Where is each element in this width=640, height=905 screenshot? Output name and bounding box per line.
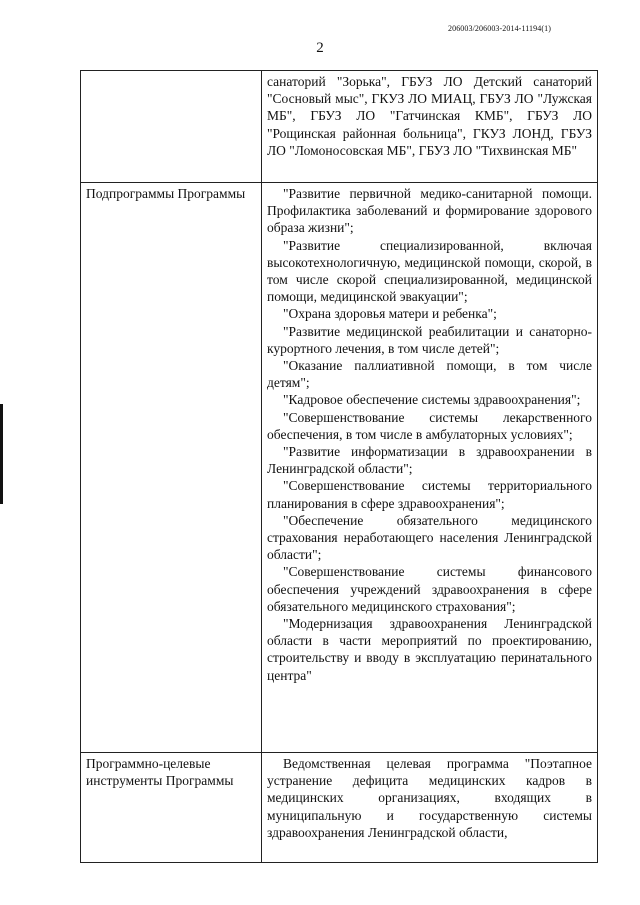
row-label-cell: Подпрограммы Программы <box>81 183 262 753</box>
paragraph: "Совершенствование системы финансового обеспечения учреждений здравоохранения в сфере обязательного медицинского страхования"; <box>267 564 592 614</box>
row-content-cell <box>262 71 598 183</box>
paragraph: "Охрана здоровья матери и ребенка"; <box>283 306 497 322</box>
paragraph: "Обеспечение обязательного медицинского страхования неработающего населения Ленинградской области"; <box>267 512 592 563</box>
table-row <box>81 71 598 183</box>
paragraph: "Оказание паллиативной помощи, в том числе детям"; <box>267 358 592 391</box>
row-content-cell <box>262 183 598 753</box>
row-label-cell: Программно-целевые инструменты Программы <box>81 753 262 863</box>
paragraph: "Развитие медицинской реабилитации и санаторно-курортного лечения, в том числе детей"; <box>267 323 592 356</box>
row-label-cell <box>81 71 262 183</box>
program-passport-table <box>80 70 598 863</box>
table-row <box>81 753 598 863</box>
paragraph: санаторий "Зорька", ГБУЗ ЛО Детский санаторий "Сосновый мыс", ГКУЗ ЛО МИАЦ, ГБУЗ ЛО "Лужская МБ", ГБУЗ ЛО "Гатчинская КМБ", ГБУЗ ЛО "Рощинская районная больница", ГКУЗ ЛОНД, ГБУЗ ЛО "Ломоносовская МБ", ГБУЗ ЛО "Тихвинская МБ" <box>267 74 592 158</box>
paragraph: "Совершенствование системы лекарственного обеспечения, в том числе в амбулаторных условиях"; <box>267 409 592 442</box>
page-number: 2 <box>316 40 324 56</box>
table-row <box>81 183 598 753</box>
row-content-cell <box>262 753 598 863</box>
paragraph: "Кадровое обеспечение системы здравоохранения"; <box>283 392 581 408</box>
paragraph: "Совершенствование системы территориального планирования в сфере здравоохранения"; <box>267 478 592 511</box>
document-id: 206003/206003-2014-11194(1) <box>448 24 551 33</box>
paragraph: "Развитие первичной медико-санитарной помощи. Профилактика заболеваний и формирование здорового образа жизни"; <box>267 186 592 236</box>
paragraph: Ведомственная целевая программа "Поэтапное устранение дефицита медицинских кадров в медицинских организациях, входящих в муниципальную и государственную системы здравоохранения Ленинградской области, <box>267 756 592 840</box>
scan-margin-mark <box>0 404 3 504</box>
paragraph: "Развитие специализированной, включая высокотехнологичную, медицинской помощи, скорой, в том числе скорой специализированной, медицинской помощи, медицинской эвакуации"; <box>267 237 592 305</box>
paragraph: "Модернизация здравоохранения Ленинградской области в части мероприятий по проектированию, строительству и вводу в эксплуатацию перинатального центра" <box>267 616 592 683</box>
paragraph: "Развитие информатизации в здравоохранении в Ленинградской области"; <box>267 444 592 477</box>
